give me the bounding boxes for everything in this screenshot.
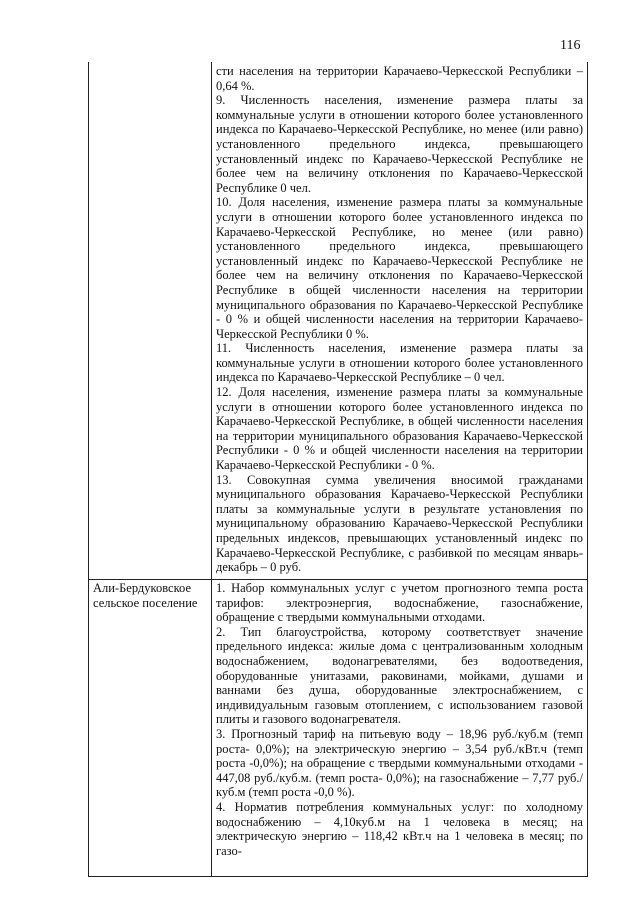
row-1-paragraph: 12. Доля населения, изменение размера платы за коммунальные услуги в отношении которого более установленного индекса по Карачаево-Черкесской Республике, в общей численности населения на территории муниципального образования Карачаево-Черкесской Республики - 0 % и общей численности населения на территории Карачаево-Черкесской Республики - 0 %. <box>216 385 583 473</box>
row-1-paragraph: 13. Совокупная сумма увеличения вносимой гражданами муниципального образования Карачаево-Черкесской Республики платы за коммунальные услуги в результате установления по муниципальному образованию Карачаево-Черкесской Республики предельных индексов, превышающих установленный индекс по Карачаево-Черкесской Республике, с разбивкой по месяцам январь-декабрь – 0 руб. <box>216 472 583 575</box>
row-2-paragraph: 3. Прогнозный тариф на питьевую воду – 18,96 руб./куб.м (темп роста- 0,0%); на электрическую энергию – 3,54 руб./кВт.ч (темп роста -0,0%); на обращение с твердыми коммунальными отходами - 447,08 руб./куб.м. (темп роста- 0,0%); на газоснабжение – 7,77 руб./куб.м (темп роста -0,0 %). <box>216 726 583 800</box>
row-1-content-cell <box>216 64 583 575</box>
page-number: 116 <box>560 38 581 53</box>
row-2-paragraph: 2. Тип благоустройства, которому соответствует значение предельного индекса: жилые дома с централизованным холодным водоснабжением, водонагревателями, без водоотведения, оборудованные унитазами, раковинами, мойками, душами и ваннами без душа, оборудованные электроснабжением, с индивидуальным газовым отоплением, с использованием газовой плиты и газового водонагревателя. <box>216 624 583 727</box>
row-2-paragraph: 4. Норматив потребления коммунальных услуг: по холодному водоснабжению – 4,10куб.м на 1 человека в месяц; на электрическую энергию – 118,42 кВт.ч на 1 человека в месяц; по газо- <box>216 799 583 858</box>
row-1-paragraph: 11. Численность населения, изменение размера платы за коммунальные услуги в отношении которого более установленного индекса по Карачаево-Черкесской Республике – 0 чел. <box>216 341 583 385</box>
row-1-paragraph: сти населения на территории Карачаево-Черкесской Республики – 0,64 %. <box>216 64 583 93</box>
tariff-table <box>88 62 588 877</box>
row-1-paragraph: 10. Доля населения, изменение размера платы за коммунальные услуги в отношении которого более установленного индекса по Карачаево-Черкесской Республике, но менее (или равно) установленного предельного индекса, превышающего установленный индекс по Карачаево-Черкесской Республике не более чем на величину отклонения по Карачаево-Черкесской Республике в общей численности населения на территории муниципального образования по Карачаево-Черкесской Республике - 0 % и общей численности населения на территории Карачаево-Черкесской Республики 0 %. <box>216 195 583 341</box>
row-1-paragraph: 9. Численность населения, изменение размера платы за коммунальные услуги в отношении которого более установленного индекса по Карачаево-Черкесской Республике, но менее (или равно) установленного предельного индекса, превышающего установленный индекс по Карачаево-Черкесской Республике не более чем на величину отклонения по Карачаево-Черкесской Республике 0 чел. <box>216 93 583 195</box>
row-2-content-cell <box>216 581 583 858</box>
row-2-paragraph: 1. Набор коммунальных услуг с учетом прогнозного темпа роста тарифов: электроэнергия, водоснабжение, газоснабжение, обращение с твердыми коммунальными отходами. <box>216 581 583 625</box>
settlement-name-label: Али-Бердуковское сельское поселение <box>93 581 198 610</box>
row-divider <box>89 579 587 580</box>
column-divider <box>211 62 212 876</box>
